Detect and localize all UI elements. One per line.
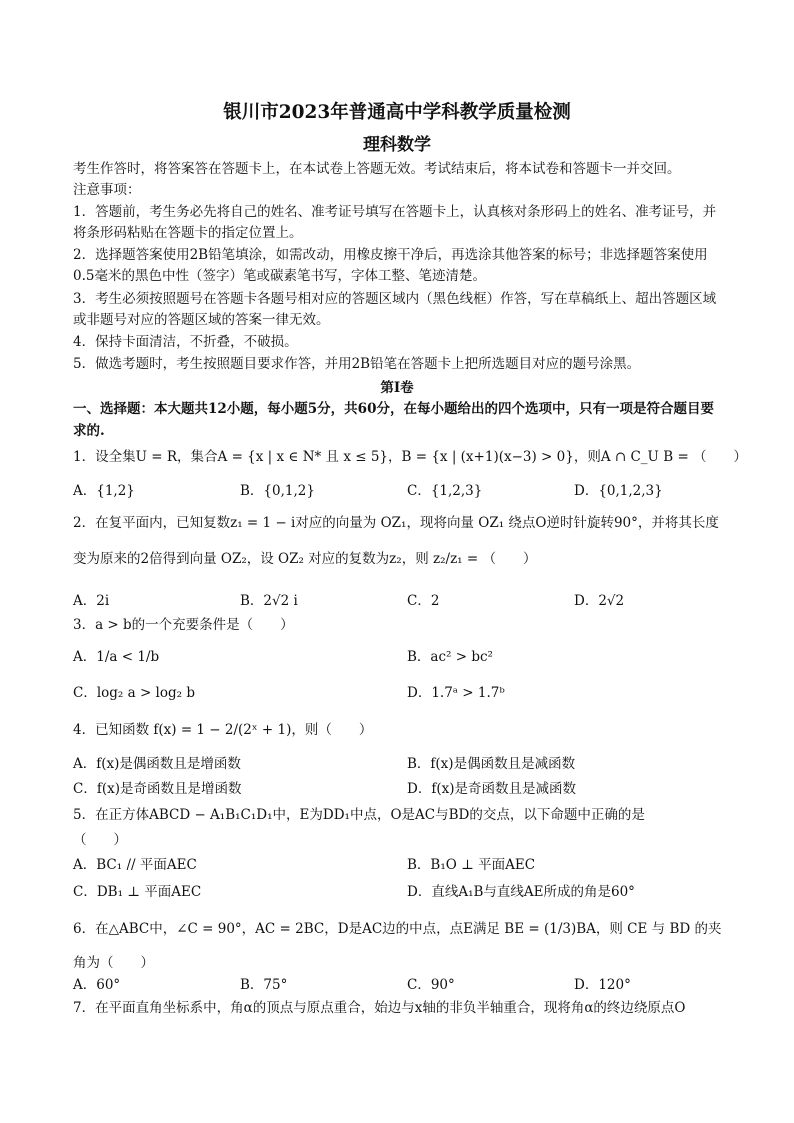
- notice-item-3: 3．考生必须按照题号在答题卡各题号相对应的答题区域内（黑色线框）作答，写在草稿纸上、超出答题区域或非题号对应的答题区域的答案一律无效。: [73, 291, 717, 328]
- q1-option-b: B．{0,1,2}: [240, 483, 315, 499]
- question-6-stem-line2: 角为（ ）: [73, 955, 154, 971]
- question-5-stem-line2: （ ）: [73, 832, 127, 848]
- q5-option-c: C．DB₁ ⊥ 平面AEC: [73, 884, 202, 900]
- q3-option-d: D．1.7ᵃ > 1.7ᵇ: [407, 685, 505, 701]
- instructions-intro: 考生作答时，将答案答在答题卡上，在本试卷上答题无效。考试结束后，将本试卷和答题卡一并交回。: [73, 161, 681, 177]
- q4-option-d: D．f(x)是奇函数且是减函数: [407, 781, 576, 797]
- q2-option-c: C．2: [407, 593, 440, 609]
- q6-option-d: D．120°: [574, 977, 631, 993]
- q1-option-c: C．{1,2,3}: [407, 483, 483, 499]
- q3-option-a: A．1/a < 1/b: [73, 649, 160, 665]
- question-6-stem-line1: 6．在△ABC中，∠C = 90°，AC = 2BC，D是AC边的中点，点E满足 BE = (1/3)BA，则 CE 与 BD 的夹: [73, 921, 722, 937]
- question-1-stem: 1．设全集U = R，集合A = {x | x ∈ N* 且 x ≤ 5}，B = {x | (x+1)(x−3) > 0}，则A ∩ C_U B = （ ）: [73, 449, 748, 465]
- question-7-stem: 7．在平面直角坐标系中，角α的顶点与原点重合，始边与x轴的非负半轴重合，现将角α的终边绕原点O: [73, 1000, 686, 1016]
- exam-title: 银川市2023年普通高中学科教学质量检测: [223, 102, 571, 123]
- notice-item-1: 1．答题前，考生务必先将自己的姓名、准考证号填写在答题卡上，认真核对条形码上的姓名、准考证号，并将条形码粘贴在答题卡的指定位置上。: [73, 204, 717, 241]
- q6-option-c: C．90°: [407, 977, 455, 993]
- question-2-stem-line1: 2．在复平面内，已知复数z₁ = 1 − i对应的向量为 OZ₁，现将向量 OZ₁ 绕点O逆时针旋转90°，并将其长度: [73, 515, 719, 531]
- question-3-stem: 3．a > b的一个充要条件是（ ）: [73, 617, 294, 633]
- q6-option-a: A．60°: [73, 977, 121, 993]
- q2-option-a: A．2i: [73, 593, 110, 609]
- q5-option-d: D．直线A₁B与直线AE所成的角是60°: [407, 884, 635, 900]
- question-4-stem: 4．已知函数 f(x) = 1 − 2/(2ˣ + 1)，则（ ）: [73, 722, 373, 738]
- notice-item-2: 2．选择题答案使用2B铅笔填涂，如需改动，用橡皮擦干净后，再选涂其他答案的标号；非选择题答案使用0.5毫米的黑色中性（签字）笔或碳素笔书写，字体工整、笔迹清楚。: [73, 247, 708, 284]
- q4-option-c: C．f(x)是奇函数且是增函数: [73, 781, 242, 797]
- q5-option-b: B．B₁O ⊥ 平面AEC: [407, 857, 536, 873]
- question-2-stem-line2: 变为原来的2倍得到向量 OZ₂，设 OZ₂ 对应的复数为z₂，则 z₂/z₁ = （ ）: [73, 551, 537, 567]
- section1-heading: 一、选择题：本大题共12小题，每小题5分，共60分，在每小题给出的四个选项中，只有一项是符合题目要求的.: [73, 401, 714, 439]
- notice-item-4: 4．保持卡面清洁，不折叠，不破损。: [73, 334, 298, 350]
- q5-option-a: A．BC₁ // 平面AEC: [73, 857, 197, 873]
- part-label: 第Ⅰ卷: [380, 380, 414, 396]
- q1-option-a: A．{1,2}: [73, 483, 135, 499]
- q3-option-b: B．ac² > bc²: [407, 649, 493, 665]
- q1-option-d: D．{0,1,2,3}: [574, 483, 663, 499]
- q4-option-a: A．f(x)是偶函数且是增函数: [73, 756, 241, 772]
- q2-option-d: D．2√2: [574, 593, 625, 609]
- q2-option-b: B．2√2 i: [240, 593, 298, 609]
- notice-label: 注意事项：: [73, 182, 141, 198]
- q6-option-b: B．75°: [240, 977, 288, 993]
- q4-option-b: B．f(x)是偶函数且是减函数: [407, 756, 576, 772]
- q3-option-c: C．log₂ a > log₂ b: [73, 685, 195, 701]
- question-5-stem-line1: 5．在正方体ABCD − A₁B₁C₁D₁中，E为DD₁中点，O是AC与BD的交点，以下命题中正确的是: [73, 807, 645, 823]
- exam-subtitle: 理科数学: [363, 135, 431, 155]
- notice-item-5: 5．做选考题时，考生按照题目要求作答，并用2B铅笔在答题卡上把所选题目对应的题号涂黑。: [73, 356, 641, 372]
